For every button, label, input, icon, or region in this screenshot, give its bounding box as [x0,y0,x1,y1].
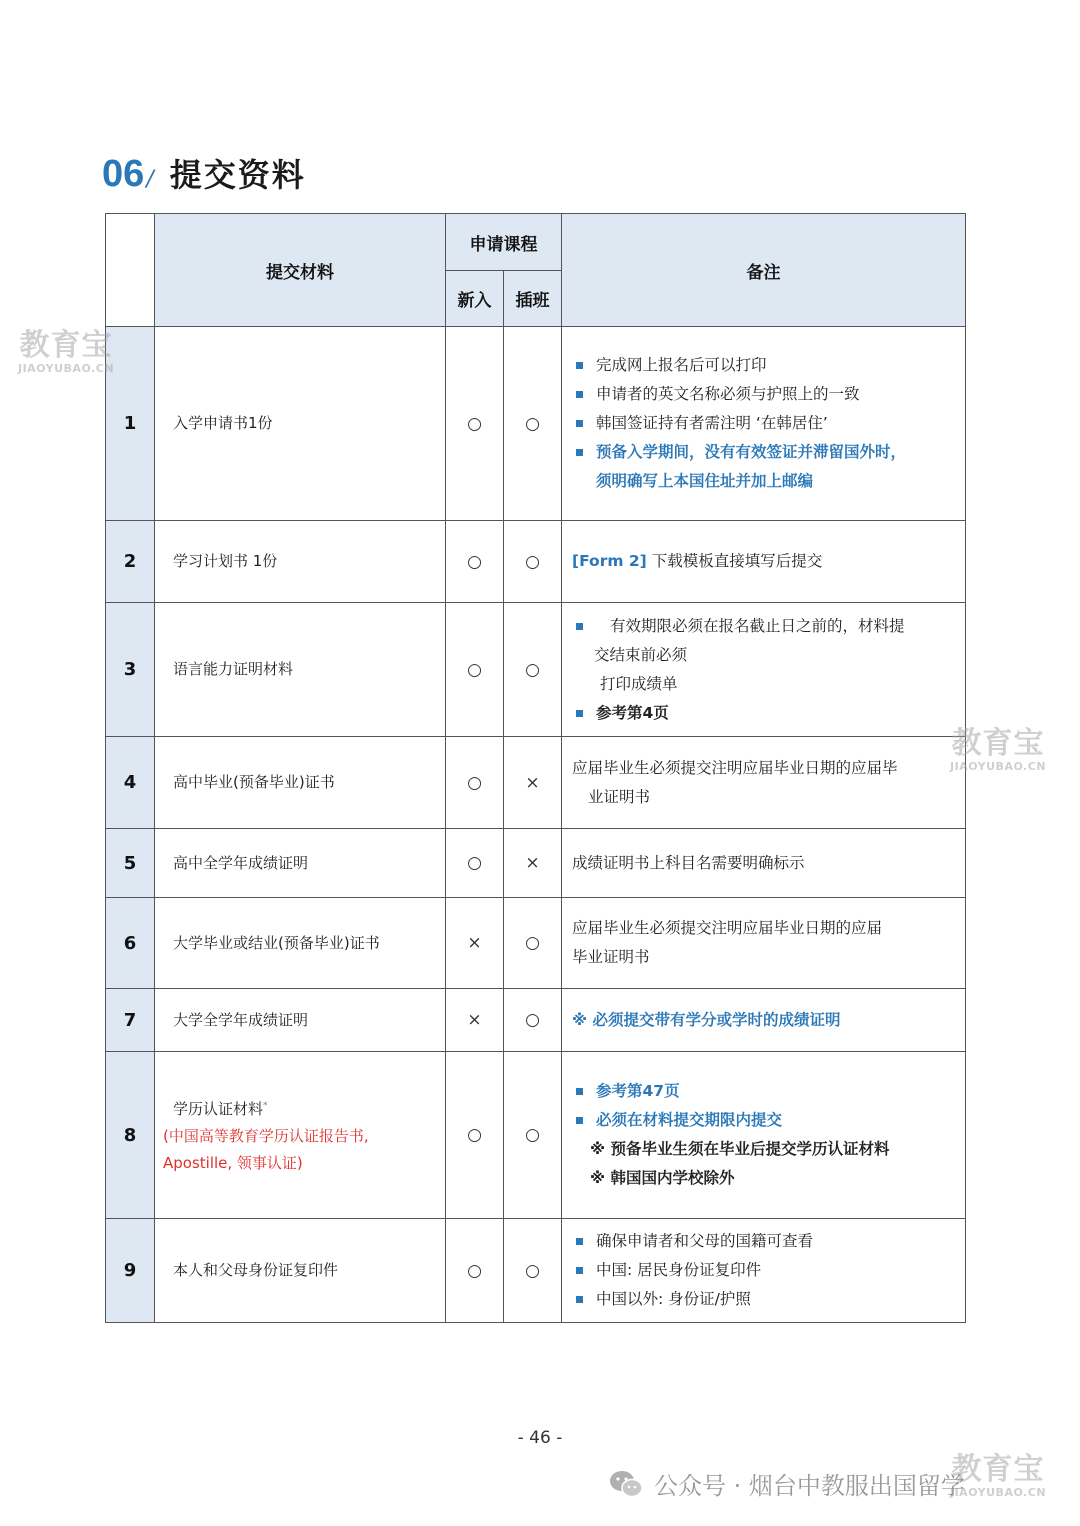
row-remarks [562,898,966,989]
row-number: 9 [106,1219,155,1323]
new-student-mark: ○ [446,603,504,737]
row-number: 3 [106,603,155,737]
header-course: 申请课程 [446,214,562,271]
note-item: 中国: 居民身份证复印件 [572,1256,955,1285]
row-number: 6 [106,898,155,989]
material-red-note: (中国高等教育学历认证报告书, [163,1127,369,1145]
table-row [106,603,966,737]
row-number: 5 [106,829,155,898]
note-item: 参考第4页 [572,699,955,728]
note-item: 有效期限必须在报名截止日之前的，材料提 [572,612,955,641]
note-item: 预备入学期间，没有有效签证并滞留国外时， [572,438,955,467]
transfer-mark: ○ [504,989,562,1052]
section-heading [102,150,306,196]
note-item: ※ 预备毕业生须在毕业后提交学历认证材料 [590,1140,890,1158]
section-number: 06 [102,153,145,195]
table-row [106,327,966,521]
watermark-logo: 教育宝 JIAOYUBAO.CN [18,328,115,375]
section-title: 提交资料 [169,156,306,194]
new-student-mark: ○ [446,737,504,829]
row-material: 高中毕业(预备毕业)证书 [155,737,446,829]
table-row [106,521,966,603]
table-row [106,989,966,1052]
row-material: 高中全学年成绩证明 [155,829,446,898]
row-remarks [562,737,966,829]
note-item: 须明确写上本国住址并加上邮编 [596,472,814,490]
footer-text: 公众号 · 烟台中教服出国留学 [654,1472,965,1500]
transfer-mark: ○ [504,327,562,521]
transfer-mark: ○ [504,1219,562,1323]
note-item: 必须在材料提交期限内提交 [572,1106,955,1135]
row-material: 本人和父母身份证复印件 [155,1219,446,1323]
note-item: 交结束前必须 [594,645,688,664]
row-remarks [562,1219,966,1323]
row-remarks [562,1052,966,1219]
note-item: ※ 韩国国内学校除外 [590,1169,735,1187]
material-sup: * [263,1101,268,1111]
table-row [106,1219,966,1323]
table-row [106,737,966,829]
watermark-logo: 教育宝 JIAOYUBAO.CN [950,726,1047,773]
note-item: 打印成绩单 [600,674,678,693]
new-student-mark: ○ [446,1219,504,1323]
transfer-mark: ○ [504,898,562,989]
transfer-mark: ○ [504,1052,562,1219]
transfer-mark: × [504,829,562,898]
note-text: 下载模板直接填写后提交 [646,552,823,570]
row-material: 语言能力证明材料 [155,603,446,737]
header-remarks: 备注 [562,214,966,327]
watermark-logo: 教育宝 JIAOYUBAO.CN [950,1452,1047,1499]
material-name: 学历认证材料 [173,1100,264,1118]
row-number: 1 [106,327,155,521]
row-material: 学习计划书 1份 [155,521,446,603]
transfer-mark: × [504,737,562,829]
form-link[interactable]: [Form 2] [572,552,647,570]
row-remarks: ※ 必须提交带有学分或学时的成绩证明 [562,989,966,1052]
note-text: 应届毕业生必须提交注明应届毕业日期的应届毕 [572,758,898,777]
new-student-mark: ○ [446,829,504,898]
note-text: 应届毕业生必须提交注明应届毕业日期的应届 [572,919,883,937]
table-row [106,1052,966,1219]
row-material: 大学毕业或结业(预备毕业)证书 [155,898,446,989]
header-number-cell [106,214,155,327]
note-item: 中国以外: 身份证/护照 [572,1285,955,1314]
row-number: 2 [106,521,155,603]
new-student-mark: × [446,989,504,1052]
documents-table [105,213,966,1323]
header-transfer: 插班 [504,271,562,327]
table-row [106,829,966,898]
table-row [106,898,966,989]
row-material: 入学申请书1份 [155,327,446,521]
header-new-student: 新入 [446,271,504,327]
material-red-note: Apostille, 领事认证) [163,1154,303,1172]
note-text: 毕业证明书 [572,948,650,966]
note-text: 业证明书 [588,787,651,806]
row-number: 4 [106,737,155,829]
section-slash: / [146,167,154,192]
row-remarks: 成绩证明书上科目名需要明确标示 [562,829,966,898]
new-student-mark: ○ [446,327,504,521]
header-material: 提交材料 [155,214,446,327]
note-item: 完成网上报名后可以打印 [572,351,955,380]
page-number: - 46 - [517,1428,563,1448]
row-remarks [562,521,966,603]
new-student-mark: ○ [446,1052,504,1219]
footer-account [608,1466,965,1501]
transfer-mark: ○ [504,603,562,737]
row-remarks [562,603,966,737]
new-student-mark: × [446,898,504,989]
wechat-icon [608,1469,644,1499]
new-student-mark: ○ [446,521,504,603]
row-material [155,1052,446,1219]
row-remarks [562,327,966,521]
note-item: 申请者的英文名称必须与护照上的一致 [572,380,955,409]
row-number: 7 [106,989,155,1052]
note-item: 参考第47页 [572,1077,955,1106]
note-item: 确保申请者和父母的国籍可查看 [572,1227,955,1256]
row-material: 大学全学年成绩证明 [155,989,446,1052]
note-item: 韩国签证持有者需注明 ‘在韩居住’ [572,409,955,438]
row-number: 8 [106,1052,155,1219]
transfer-mark: ○ [504,521,562,603]
